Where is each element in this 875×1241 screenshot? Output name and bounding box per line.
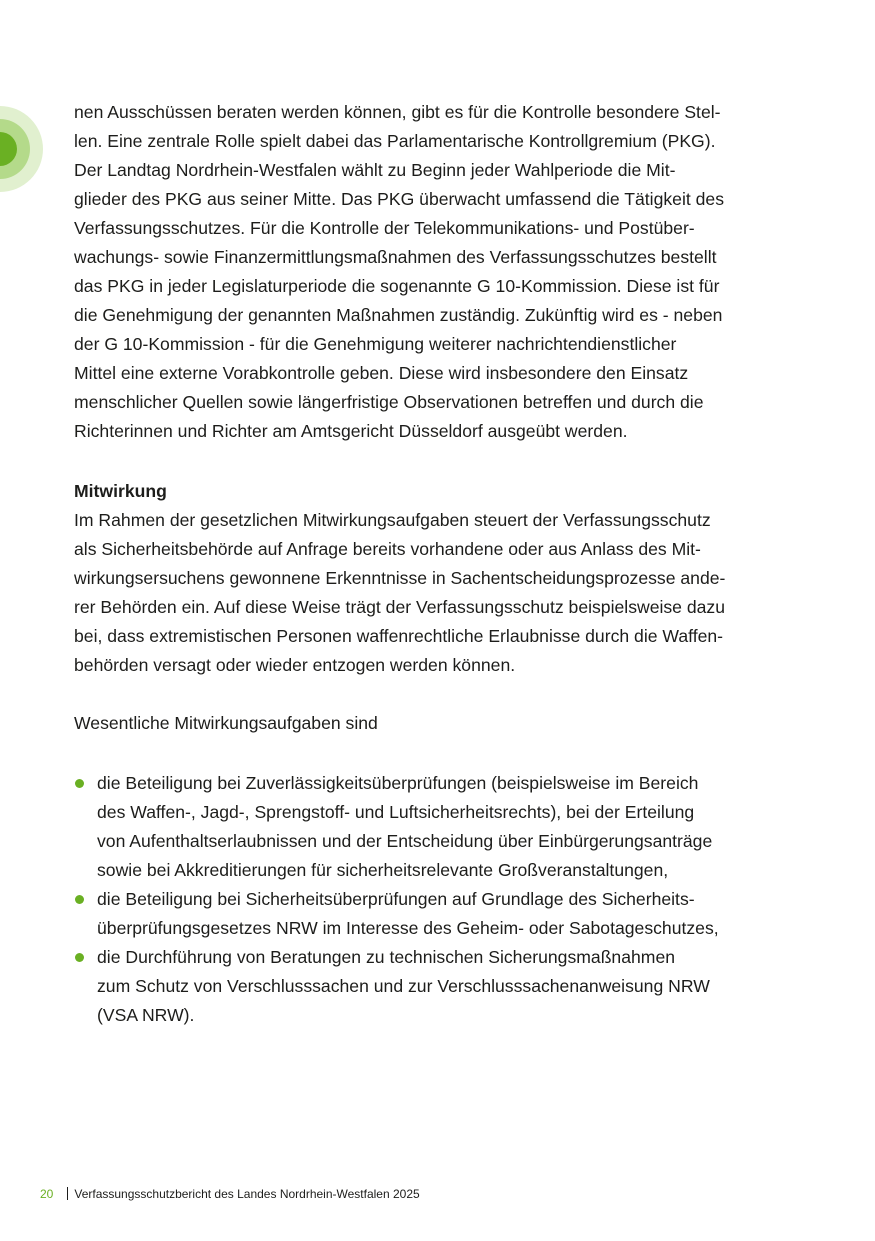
text-line: die Beteiligung bei Sicherheitsüberprüfungen auf Grundlage des Sicherheits- <box>97 889 695 909</box>
text-line: bei, dass extremistischen Personen waffenrechtliche Erlaubnisse durch die Waffen- <box>74 626 724 646</box>
text-line: Wesentliche Mitwirkungsaufgaben sind <box>74 713 378 733</box>
list-item <box>74 769 804 885</box>
text-line: überprüfungsgesetzes NRW im Interesse des Geheim- oder Sabotageschutzes, <box>97 918 719 938</box>
bullet-dot-icon <box>75 895 84 904</box>
text-line: Verfassungsschutzes. Für die Kontrolle der Telekommunikations- und Postüber- <box>74 218 695 238</box>
bullet-dot-icon <box>75 779 84 788</box>
text-line: wachungs- sowie Finanzermittlungsmaßnahmen des Verfassungsschutzes bestellt <box>74 247 717 267</box>
text-line: der G 10-Kommission - für die Genehmigung weiterer nachrichtendienstlicher <box>74 334 677 354</box>
text-line: Richterinnen und Richter am Amtsgericht Düsseldorf ausgeübt werden. <box>74 421 628 441</box>
intro-paragraph <box>74 98 804 446</box>
text-line: als Sicherheitsbehörde auf Anfrage bereits vorhandene oder aus Anlass des Mit- <box>74 539 701 559</box>
text-line: menschlicher Quellen sowie längerfristige Observationen betreffen und durch die <box>74 392 704 412</box>
text-line: wirkungsersuchens gewonnene Erkenntnisse in Sachentscheidungsprozesse ande- <box>74 568 726 588</box>
page-number: 20 <box>40 1187 54 1201</box>
text-line: nen Ausschüssen beraten werden können, gibt es für die Kontrolle besondere Stel- <box>74 102 721 122</box>
footer-divider <box>67 1187 68 1200</box>
page-footer <box>40 1186 420 1202</box>
text-line: das PKG in jeder Legislaturperiode die sogenannte G 10-Kommission. Diese ist für <box>74 276 720 296</box>
text-line: sowie bei Akkreditierungen für sicherheitsrelevante Großveranstaltungen, <box>97 860 669 880</box>
text-line: behörden versagt oder wieder entzogen werden können. <box>74 655 516 675</box>
text-line: die Durchführung von Beratungen zu technischen Sicherungsmaßnahmen <box>97 947 676 967</box>
text-line: von Aufenthaltserlaubnissen und der Entscheidung über Einbürgerungsanträge <box>97 831 713 851</box>
text-line: die Genehmigung der genannten Maßnahmen zuständig. Zukünftig wird es - neben <box>74 305 723 325</box>
text-line: des Waffen-, Jagd-, Sprengstoff- und Luftsicherheitsrechts), bei der Erteilung <box>97 802 695 822</box>
decorative-circles <box>0 106 44 192</box>
text-line: len. Eine zentrale Rolle spielt dabei das Parlamentarische Kontrollgremium (PKG). <box>74 131 716 151</box>
section-heading: Mitwirkung <box>74 481 167 501</box>
text-line: Der Landtag Nordrhein-Westfalen wählt zu Beginn jeder Wahlperiode die Mit- <box>74 160 676 180</box>
text-line: Im Rahmen der gesetzlichen Mitwirkungsaufgaben steuert der Verfassungsschutz <box>74 510 711 530</box>
list-item <box>74 943 804 1030</box>
text-line: glieder des PKG aus seiner Mitte. Das PKG überwacht umfassend die Tätigkeit des <box>74 189 724 209</box>
task-list <box>74 769 804 1030</box>
bullet-dot-icon <box>75 953 84 962</box>
footer-title: Verfassungsschutzbericht des Landes Nordrhein-Westfalen 2025 <box>74 1187 420 1201</box>
text-line: Mittel eine externe Vorabkontrolle geben. Diese wird insbesondere den Einsatz <box>74 363 689 383</box>
section-paragraph <box>74 506 804 680</box>
list-item <box>74 885 804 943</box>
text-line: (VSA NRW). <box>97 1005 195 1025</box>
text-line: die Beteiligung bei Zuverlässigkeitsüberprüfungen (beispielsweise im Bereich <box>97 773 699 793</box>
list-intro <box>74 709 804 738</box>
text-line: zum Schutz von Verschlusssachen und zur Verschlusssachenanweisung NRW <box>97 976 710 996</box>
text-line: rer Behörden ein. Auf diese Weise trägt der Verfassungsschutz beispielsweise dazu <box>74 597 726 617</box>
